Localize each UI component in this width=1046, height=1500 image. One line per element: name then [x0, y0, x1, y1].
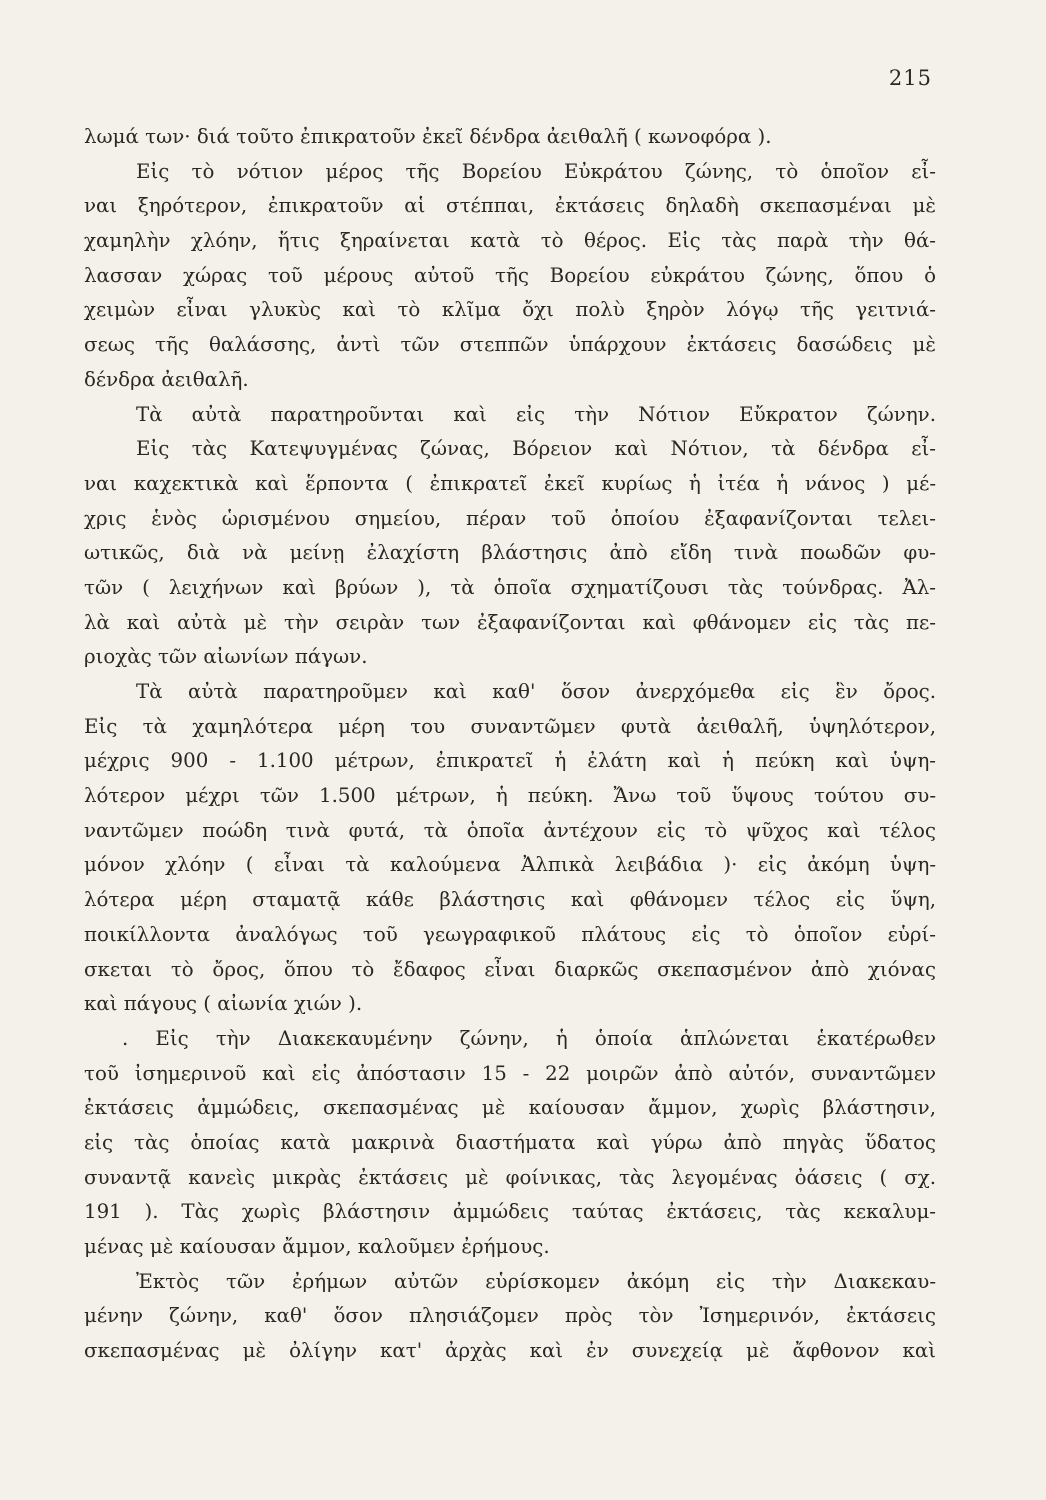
text-line: ωτικῶς, διὰ νὰ μείνῃ ἐλαχίστη βλάστησις ἀπὸ εἴδη τινὰ ποωδῶν φυ-	[84, 541, 936, 565]
text-line: Εἰς τὰς Κατεψυγμένας ζώνας, Βόρειον καὶ Νότιον, τὰ δένδρα εἶ-	[136, 437, 936, 461]
text-line: ποικίλλοντα ἀναλόγως τοῦ γεωγραφικοῦ πλάτους εἰς τὸ ὁποῖον εὑρί-	[84, 922, 936, 946]
text-line: τοῦ ἰσημερινοῦ καὶ εἰς ἀπόστασιν 15 - 22 μοιρῶν ἀπὸ αὐτόν, συναντῶμεν	[84, 1061, 936, 1085]
text-line: μένας μὲ καίουσαν ἄμμον, καλοῦμεν ἐρήμους.	[84, 1235, 550, 1258]
text-line: Τὰ αὐτὰ παρατηροῦνται καὶ εἰς τὴν Νότιον Εὔκρατον ζώνην.	[136, 402, 936, 426]
text-line: Τὰ αὐτὰ παρατηροῦμεν καὶ καθ' ὅσον ἀνερχόμεθα εἰς ἓν ὄρος.	[136, 680, 936, 703]
text-line: Εἰς τὰ χαμηλότερα μέρη του συναντῶμεν φυτὰ ἀειθαλῆ, ὑψηλότερον,	[84, 714, 936, 738]
text-line: τῶν ( λειχήνων καὶ βρύων ), τὰ ὁποῖα σχηματίζουσι τὰς τούνδρας. Ἀλ-	[84, 575, 936, 599]
text-line: λότερον μέχρι τῶν 1.500 μέτρων, ἡ πεύκη. Ἄνω τοῦ ὕψους τούτου συ-	[84, 784, 936, 808]
text-line: ἐκτάσεις ἀμμώδεις, σκεπασμένας μὲ καίουσαν ἄμμον, χωρὶς βλάστησιν,	[84, 1096, 936, 1120]
text-line: μένην ζώνην, καθ' ὅσον πλησιάζομεν πρὸς τὸν Ἰσημερινόν, ἐκτάσεις	[84, 1304, 936, 1328]
text-line: . Εἰς τὴν Διακεκαυμένην ζώνην, ἡ ὁποία ἁπλώνεται ἑκατέρωθεν	[122, 1026, 936, 1050]
text-line: χρις ἑνὸς ὡρισμένου σημείου, πέραν τοῦ ὁποίου ἐξαφανίζονται τελει-	[84, 506, 936, 530]
text-line: εἰς τὰς ὁποίας κατὰ μακρινὰ διαστήματα καὶ γύρω ἀπὸ πηγὰς ὕδατος	[84, 1130, 936, 1154]
body-text	[84, 120, 936, 1369]
text-line: σεως τῆς θαλάσσης, ἀντὶ τῶν στεππῶν ὑπάρχουν ἐκτάσεις δασώδεις μὲ	[84, 333, 936, 357]
text-line: λωμά των· διά τοῦτο ἐπικρατοῦν ἐκεῖ δένδρα ἀειθαλῆ ( κωνοφόρα ).	[84, 125, 772, 148]
text-line: χειμὼν εἶναι γλυκὺς καὶ τὸ κλῖμα ὄχι πολὺ ξηρὸν λόγῳ τῆς γειτνιά-	[84, 298, 936, 322]
text-line: καὶ πάγους ( αἰωνία χιών ).	[84, 992, 363, 1016]
text-line: ναντῶμεν ποώδη τινὰ φυτά, τὰ ὁποῖα ἀντέχουν εἰς τὸ ψῦχος καὶ τέλος	[84, 818, 936, 842]
text-line: μέχρις 900 - 1.100 μέτρων, ἐπικρατεῖ ἡ ἐλάτη καὶ ἡ πεύκη καὶ ὑψη-	[84, 749, 936, 773]
page-number: 215	[888, 66, 932, 90]
text-line: δένδρα ἀειθαλῆ.	[84, 367, 249, 391]
text-line: λότερα μέρη σταματᾷ κάθε βλάστησις καὶ φθάνομεν τέλος εἰς ὕψη,	[84, 888, 936, 912]
text-line: Εἰς τὸ νότιον μέρος τῆς Βορείου Εὐκράτου ζώνης, τὸ ὁποῖον εἶ-	[136, 159, 936, 183]
text-line: ριοχὰς τῶν αἰωνίων πάγων.	[84, 645, 368, 669]
text-line: ναι ξηρότερον, ἐπικρατοῦν αἱ στέππαι, ἐκτάσεις δηλαδὴ σκεπασμέναι μὲ	[84, 194, 936, 218]
text-line: χαμηλὴν χλόην, ἥτις ξηραίνεται κατὰ τὸ θέρος. Εἰς τὰς παρὰ τὴν θά-	[84, 229, 936, 253]
text-line: σκεται τὸ ὄρος, ὅπου τὸ ἔδαφος εἶναι διαρκῶς σκεπασμένον ἀπὸ χιόνας	[84, 957, 936, 981]
text-line: μόνον χλόην ( εἶναι τὰ καλούμενα Ἀλπικὰ λειβάδια )· εἰς ἀκόμη ὑψη-	[84, 853, 936, 877]
text-line: λὰ καὶ αὐτὰ μὲ τὴν σειρὰν των ἐξαφανίζονται καὶ φθάνομεν εἰς τὰς πε-	[84, 610, 936, 634]
text-line: ναι καχεκτικὰ καὶ ἕρποντα ( ἐπικρατεῖ ἐκεῖ κυρίως ἡ ἰτέα ἡ νάνος ) μέ-	[84, 471, 936, 495]
text-line: λασσαν χώρας τοῦ μέρους αὐτοῦ τῆς Βορείου εὐκράτου ζώνης, ὅπου ὁ	[84, 263, 936, 287]
text-line: σκεπασμένας μὲ ὀλίγην κατ' ἀρχὰς καὶ ἐν συνεχείᾳ μὲ ἄφθονον καὶ	[84, 1339, 936, 1363]
text-line: Ἐκτὸς τῶν ἐρήμων αὐτῶν εὑρίσκομεν ἀκόμη εἰς τὴν Διακεκαυ-	[136, 1269, 936, 1293]
text-line: συναντᾷ κανεὶς μικρὰς ἐκτάσεις μὲ φοίνικας, τὰς λεγομένας ὀάσεις ( σχ.	[84, 1165, 936, 1189]
text-line: 191 ). Τὰς χωρὶς βλάστησιν ἀμμώδεις ταύτας ἐκτάσεις, τὰς κεκαλυμ-	[84, 1200, 936, 1224]
